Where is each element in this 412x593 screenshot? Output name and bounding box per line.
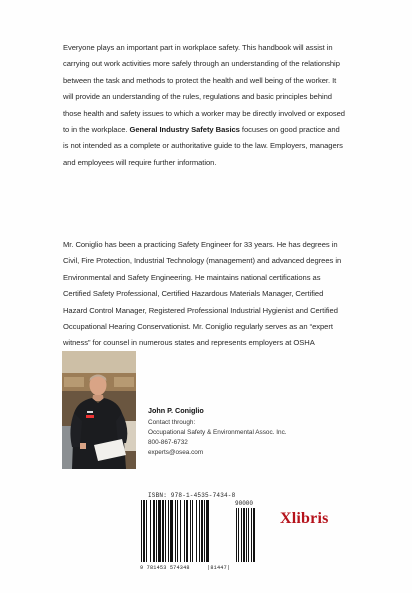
contact-phone: 800-867-6732	[148, 439, 188, 446]
barcode-addon-bar	[251, 508, 252, 562]
barcode-bar	[180, 500, 181, 562]
barcode-bar	[175, 500, 176, 562]
isbn-text: ISBN: 978-1-4535-7434-8	[148, 492, 236, 499]
barcode-bar	[192, 500, 193, 562]
intro-paragraph	[63, 40, 345, 171]
barcode-bar	[143, 500, 145, 562]
barcode-addon-bar	[246, 508, 247, 562]
barcode-addon-bar	[238, 508, 239, 562]
publisher-logo: Xlibris	[280, 510, 329, 527]
price-code: 90000	[235, 500, 254, 507]
barcode-digits	[140, 565, 264, 571]
barcode-bar	[184, 500, 185, 562]
barcode-bar	[186, 500, 188, 562]
barcode-digits-right: |81447|	[207, 565, 231, 571]
barcode-addon-bar	[236, 508, 237, 562]
barcode-bar	[206, 500, 209, 562]
contact-label: Contact through:	[148, 419, 196, 426]
barcode-addon-bar	[243, 508, 245, 562]
barcode-bar	[190, 500, 191, 562]
barcode-bar	[165, 500, 166, 562]
barcode	[140, 500, 262, 566]
author-photo-illustration	[62, 351, 136, 469]
author-photo	[62, 351, 136, 469]
barcode-bar	[177, 500, 178, 562]
barcode-bar	[168, 500, 169, 562]
barcode-bar	[141, 500, 142, 562]
barcode-bar	[156, 500, 157, 562]
intro-lead: Everyone plays an important part in workplace safety. This handbook will assist in carrying out work activities more safely through an understanding of the relationship between the task and methods to protect the health and well being of the worker. It will provide an understanding of the rules, regulations and basic principles behind those health and safety issues to which a worker may be directly involved or exposed to in the workplace.	[63, 43, 345, 135]
barcode-addon-bar	[253, 508, 255, 562]
barcode-bar	[150, 500, 151, 562]
barcode-addon-bar	[241, 508, 242, 562]
author-bio: Mr. Coniglio has been a practicing Safety Engineer for 33 years. He has degrees in Civil, Fire Protection, Industrial Technology (management) and advanced degrees in Environmental and Safety Engineering. He maintains national certifications as Certified Safety Professional, Certified Hazardous Materials Manager, Certified Hazard Control Manager, Registered Professional Industrial Hygienist and Certified Occupational Hearing Conservationist. Mr. Coniglio regularly serves as an “expert witness” for counsel in numerous states and represents employers at OSHA	[63, 240, 342, 348]
barcode-bar	[199, 500, 200, 562]
book-title: General Industry Safety Basics	[129, 125, 240, 135]
barcode-bar	[170, 500, 173, 562]
author-name: John P. Coniglio	[148, 406, 204, 415]
intro-tail: focuses on good practice and is not intended as a complete or authoritative guide to the law. Employers, managers and employees will require further information.	[63, 125, 343, 167]
barcode-bar	[146, 500, 147, 562]
author-contact	[148, 406, 287, 458]
barcode-bar	[153, 500, 155, 562]
barcode-bar	[201, 500, 203, 562]
barcode-bar	[158, 500, 161, 562]
contact-org: Occupational Safety & Environmental Assoc. Inc.	[148, 429, 287, 436]
barcode-bar	[204, 500, 205, 562]
barcode-digits-left: 9 781453 574348	[140, 565, 190, 571]
barcode-bar	[162, 500, 164, 562]
barcode-addon-bar	[248, 508, 249, 562]
barcode-bar	[196, 500, 197, 562]
contact-email: experts@osea.com	[148, 449, 204, 456]
